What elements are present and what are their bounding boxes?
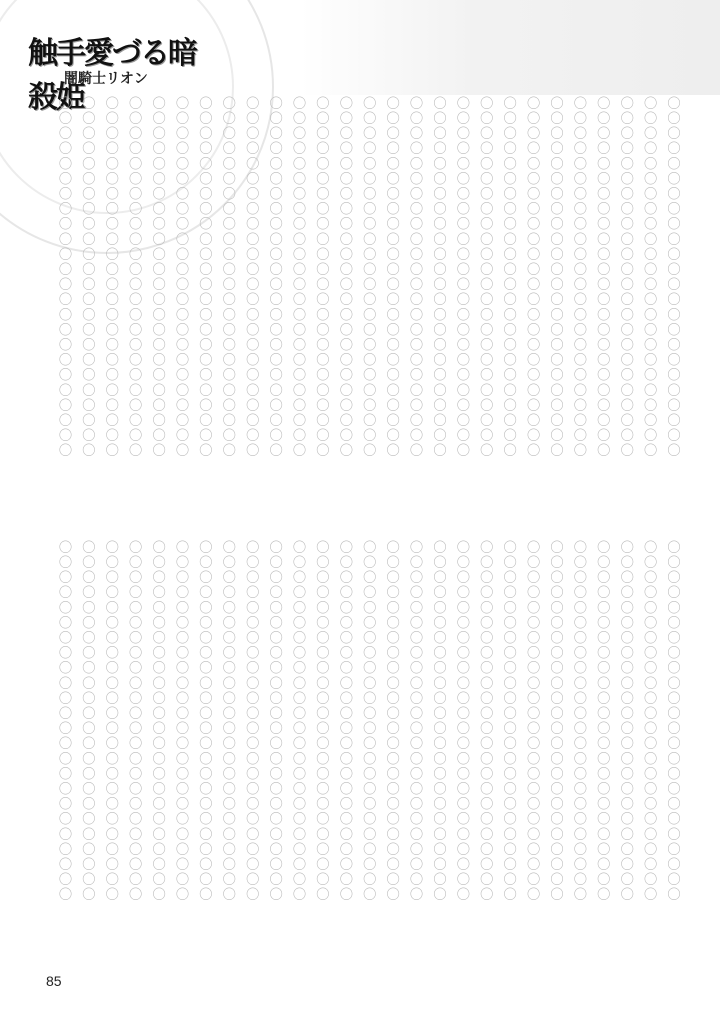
text-column: 〇〇〇〇〇〇〇〇〇〇〇〇〇〇〇〇〇〇〇〇〇〇〇〇	[219, 96, 236, 459]
text-column: 〇〇〇〇〇〇〇〇〇〇〇〇〇〇〇〇〇〇〇〇〇〇〇〇	[523, 96, 540, 459]
text-column: 〇〇〇〇〇〇〇〇〇〇〇〇〇〇〇〇〇〇〇〇〇〇〇〇	[383, 96, 400, 459]
logo-subtitle: 闇騎士リオン	[64, 71, 148, 87]
text-column: 〇〇〇〇〇〇〇〇〇〇〇〇〇〇〇〇〇〇〇〇〇〇〇〇	[336, 96, 353, 459]
text-column: 〇〇〇〇〇〇〇〇〇〇〇〇〇〇〇〇〇〇〇〇〇〇〇〇	[500, 96, 517, 459]
text-column: 〇〇〇〇〇〇〇〇〇〇〇〇〇〇〇〇〇〇〇〇〇〇〇〇	[55, 96, 72, 459]
text-column: 〇〇〇〇〇〇〇〇〇〇〇〇〇〇〇〇〇〇〇〇〇〇〇〇	[359, 96, 376, 459]
text-column: 〇〇〇〇〇〇〇〇〇〇〇〇〇〇〇〇〇〇〇〇〇〇〇〇	[617, 540, 634, 903]
text-column: 〇〇〇〇〇〇〇〇〇〇〇〇〇〇〇〇〇〇〇〇〇〇〇〇	[429, 96, 446, 459]
text-column: 〇〇〇〇〇〇〇〇〇〇〇〇〇〇〇〇〇〇〇〇〇〇〇〇	[195, 96, 212, 459]
text-column: 〇〇〇〇〇〇〇〇〇〇〇〇〇〇〇〇〇〇〇〇〇〇〇〇	[242, 96, 259, 459]
text-column: 〇〇〇〇〇〇〇〇〇〇〇〇〇〇〇〇〇〇〇〇〇〇〇〇	[429, 540, 446, 903]
text-column: 〇〇〇〇〇〇〇〇〇〇〇〇〇〇〇〇〇〇〇〇〇〇〇〇	[406, 540, 423, 903]
text-column: 〇〇〇〇〇〇〇〇〇〇〇〇〇〇〇〇〇〇〇〇〇〇〇〇	[55, 540, 72, 903]
text-tier-bottom	[55, 540, 683, 960]
text-tier-top	[55, 96, 683, 521]
page-number: 85	[46, 973, 62, 989]
text-column: 〇〇〇〇〇〇〇〇〇〇〇〇〇〇〇〇〇〇〇〇〇〇〇〇	[102, 96, 119, 459]
text-column: 〇〇〇〇〇〇〇〇〇〇〇〇〇〇〇〇〇〇〇〇〇〇〇〇	[546, 540, 563, 903]
text-column: 〇〇〇〇〇〇〇〇〇〇〇〇〇〇〇〇〇〇〇〇〇〇〇〇	[195, 540, 212, 903]
text-column: 〇〇〇〇〇〇〇〇〇〇〇〇〇〇〇〇〇〇〇〇〇〇〇〇	[242, 540, 259, 903]
text-column: 〇〇〇〇〇〇〇〇〇〇〇〇〇〇〇〇〇〇〇〇〇〇〇〇	[640, 96, 657, 459]
text-column: 〇〇〇〇〇〇〇〇〇〇〇〇〇〇〇〇〇〇〇〇〇〇〇〇	[266, 96, 283, 459]
text-column: 〇〇〇〇〇〇〇〇〇〇〇〇〇〇〇〇〇〇〇〇〇〇〇〇	[476, 96, 493, 459]
text-column: 〇〇〇〇〇〇〇〇〇〇〇〇〇〇〇〇〇〇〇〇〇〇〇〇	[172, 540, 189, 903]
text-column: 〇〇〇〇〇〇〇〇〇〇〇〇〇〇〇〇〇〇〇〇〇〇〇〇	[289, 540, 306, 903]
text-column: 〇〇〇〇〇〇〇〇〇〇〇〇〇〇〇〇〇〇〇〇〇〇〇〇	[640, 540, 657, 903]
text-column: 〇〇〇〇〇〇〇〇〇〇〇〇〇〇〇〇〇〇〇〇〇〇〇〇	[359, 540, 376, 903]
text-column: 〇〇〇〇〇〇〇〇〇〇〇〇〇〇〇〇〇〇〇〇〇〇〇〇	[125, 540, 142, 903]
text-column: 〇〇〇〇〇〇〇〇〇〇〇〇〇〇〇〇〇〇〇〇〇〇〇〇	[336, 540, 353, 903]
text-column: 〇〇〇〇〇〇〇〇〇〇〇〇〇〇〇〇〇〇〇〇〇〇〇〇	[664, 540, 680, 903]
text-column: 〇〇〇〇〇〇〇〇〇〇〇〇〇〇〇〇〇〇〇〇〇〇〇〇	[219, 540, 236, 903]
text-column: 〇〇〇〇〇〇〇〇〇〇〇〇〇〇〇〇〇〇〇〇〇〇〇〇	[312, 540, 329, 903]
text-column: 〇〇〇〇〇〇〇〇〇〇〇〇〇〇〇〇〇〇〇〇〇〇〇〇	[593, 96, 610, 459]
text-column: 〇〇〇〇〇〇〇〇〇〇〇〇〇〇〇〇〇〇〇〇〇〇〇〇	[172, 96, 189, 459]
text-column: 〇〇〇〇〇〇〇〇〇〇〇〇〇〇〇〇〇〇〇〇〇〇〇〇	[570, 96, 587, 459]
text-column: 〇〇〇〇〇〇〇〇〇〇〇〇〇〇〇〇〇〇〇〇〇〇〇〇	[102, 540, 119, 903]
text-column: 〇〇〇〇〇〇〇〇〇〇〇〇〇〇〇〇〇〇〇〇〇〇〇〇	[570, 540, 587, 903]
text-column: 〇〇〇〇〇〇〇〇〇〇〇〇〇〇〇〇〇〇〇〇〇〇〇〇	[593, 540, 610, 903]
text-column: 〇〇〇〇〇〇〇〇〇〇〇〇〇〇〇〇〇〇〇〇〇〇〇〇	[125, 96, 142, 459]
text-column: 〇〇〇〇〇〇〇〇〇〇〇〇〇〇〇〇〇〇〇〇〇〇〇〇	[453, 540, 470, 903]
text-column: 〇〇〇〇〇〇〇〇〇〇〇〇〇〇〇〇〇〇〇〇〇〇〇〇	[149, 540, 166, 903]
text-column: 〇〇〇〇〇〇〇〇〇〇〇〇〇〇〇〇〇〇〇〇〇〇〇〇	[617, 96, 634, 459]
text-column: 〇〇〇〇〇〇〇〇〇〇〇〇〇〇〇〇〇〇〇〇〇〇〇〇	[266, 540, 283, 903]
text-column: 〇〇〇〇〇〇〇〇〇〇〇〇〇〇〇〇〇〇〇〇〇〇〇〇	[312, 96, 329, 459]
text-column: 〇〇〇〇〇〇〇〇〇〇〇〇〇〇〇〇〇〇〇〇〇〇〇〇	[78, 540, 95, 903]
text-column: 〇〇〇〇〇〇〇〇〇〇〇〇〇〇〇〇〇〇〇〇〇〇〇〇	[476, 540, 493, 903]
text-column: 〇〇〇〇〇〇〇〇〇〇〇〇〇〇〇〇〇〇〇〇〇〇〇〇	[149, 96, 166, 459]
title-logo	[28, 28, 208, 115]
text-column: 〇〇〇〇〇〇〇〇〇〇〇〇〇〇〇〇〇〇〇〇〇〇〇〇	[78, 96, 95, 459]
text-column: 〇〇〇〇〇〇〇〇〇〇〇〇〇〇〇〇〇〇〇〇〇〇〇〇	[523, 540, 540, 903]
text-column: 〇〇〇〇〇〇〇〇〇〇〇〇〇〇〇〇〇〇〇〇〇〇〇〇	[664, 96, 680, 459]
text-column: 〇〇〇〇〇〇〇〇〇〇〇〇〇〇〇〇〇〇〇〇〇〇〇〇	[406, 96, 423, 459]
text-column: 〇〇〇〇〇〇〇〇〇〇〇〇〇〇〇〇〇〇〇〇〇〇〇〇	[383, 540, 400, 903]
text-column: 〇〇〇〇〇〇〇〇〇〇〇〇〇〇〇〇〇〇〇〇〇〇〇〇	[289, 96, 306, 459]
logo-title: 触手愛づる暗殺姫	[28, 36, 196, 115]
text-column: 〇〇〇〇〇〇〇〇〇〇〇〇〇〇〇〇〇〇〇〇〇〇〇〇	[500, 540, 517, 903]
text-column: 〇〇〇〇〇〇〇〇〇〇〇〇〇〇〇〇〇〇〇〇〇〇〇〇	[453, 96, 470, 459]
background-watermark-banner	[300, 0, 720, 95]
text-column: 〇〇〇〇〇〇〇〇〇〇〇〇〇〇〇〇〇〇〇〇〇〇〇〇	[546, 96, 563, 459]
